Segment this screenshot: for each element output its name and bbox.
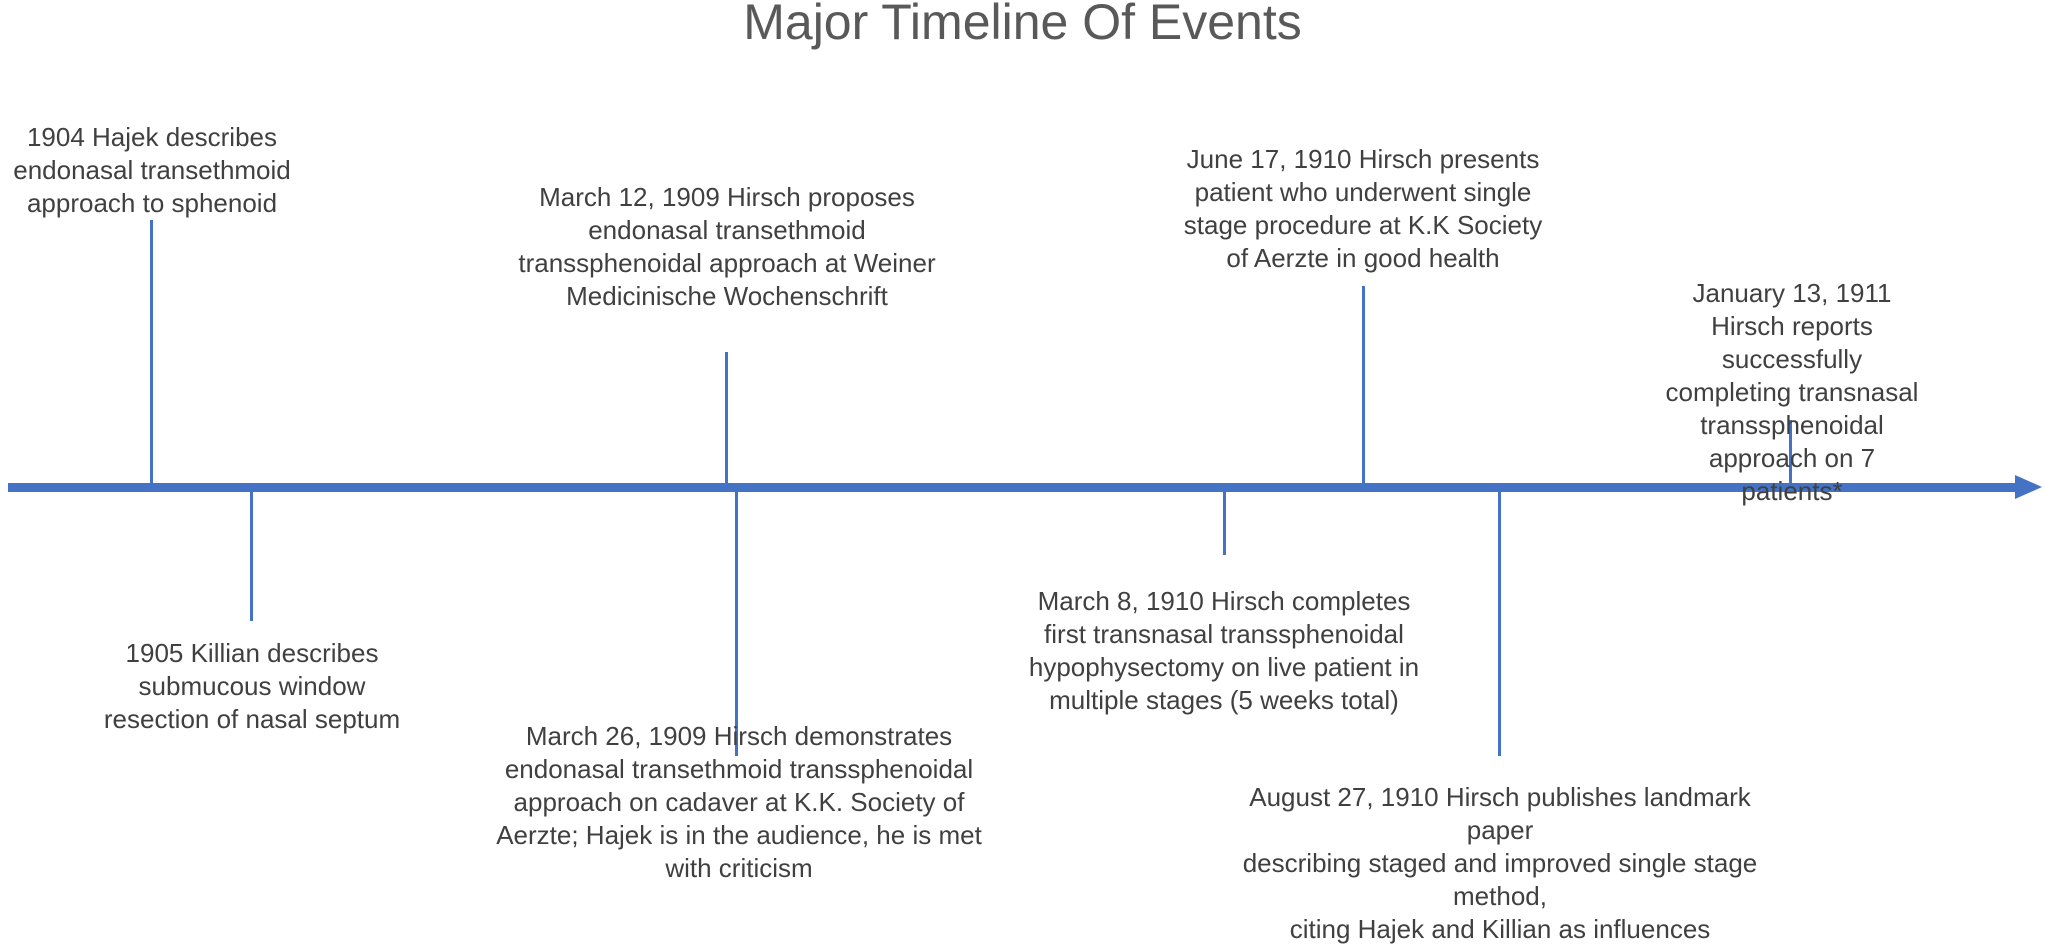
event-label-hirsch-live-1910: March 8, 1910 Hirsch completes first transnasal transsphenoidal hypophysectomy on live patient in multiple stages (5 weeks total) [1028, 586, 1420, 715]
event-label-hajek-1904: 1904 Hajek describes endonasal transethmoid approach to sphenoid [13, 122, 291, 218]
tick-killian-1905 [250, 488, 253, 621]
event-label-hirsch-presents-1910: June 17, 1910 Hirsch presents patient who underwent single stage procedure at K.K Society of Aerzte in good health [1183, 144, 1543, 273]
timeline-arrowhead-icon [2015, 475, 2042, 499]
tick-hirsch-live-1910 [1223, 488, 1226, 555]
tick-hirsch-publishes-1910 [1498, 488, 1501, 756]
chart-title: Major Timeline Of Events [743, 0, 1302, 50]
tick-hirsch-presents-1910 [1362, 286, 1365, 488]
tick-hajek-1904 [150, 220, 153, 488]
event-label-killian-1905: 1905 Killian describes submucous window resection of nasal septum [103, 638, 401, 734]
tick-hirsch-proposes-1909 [725, 352, 728, 488]
tick-hirsch-cadaver-1909 [735, 488, 738, 756]
event-label-hirsch-proposes-1909: March 12, 1909 Hirsch proposes endonasal transethmoid transsphenoidal approach at Weiner Medicinische Wochenschrift [518, 182, 936, 311]
event-label-hirsch-reports-1911: January 13, 1911 Hirsch reports successfully completing transnasal transsphenoidal approach on 7 patients* [1665, 278, 1919, 506]
event-label-hirsch-publishes-1910: August 27, 1910 Hirsch publishes landmark paper describing staged and improved single stage method, citing Hajek and Killian as influences [1242, 782, 1758, 944]
event-label-hirsch-cadaver-1909: March 26, 1909 Hirsch demonstrates endonasal transethmoid transsphenoidal approach on cadaver at K.K. Society of Aerzte; Hajek is in the audience, he is met with criticism [496, 721, 982, 883]
